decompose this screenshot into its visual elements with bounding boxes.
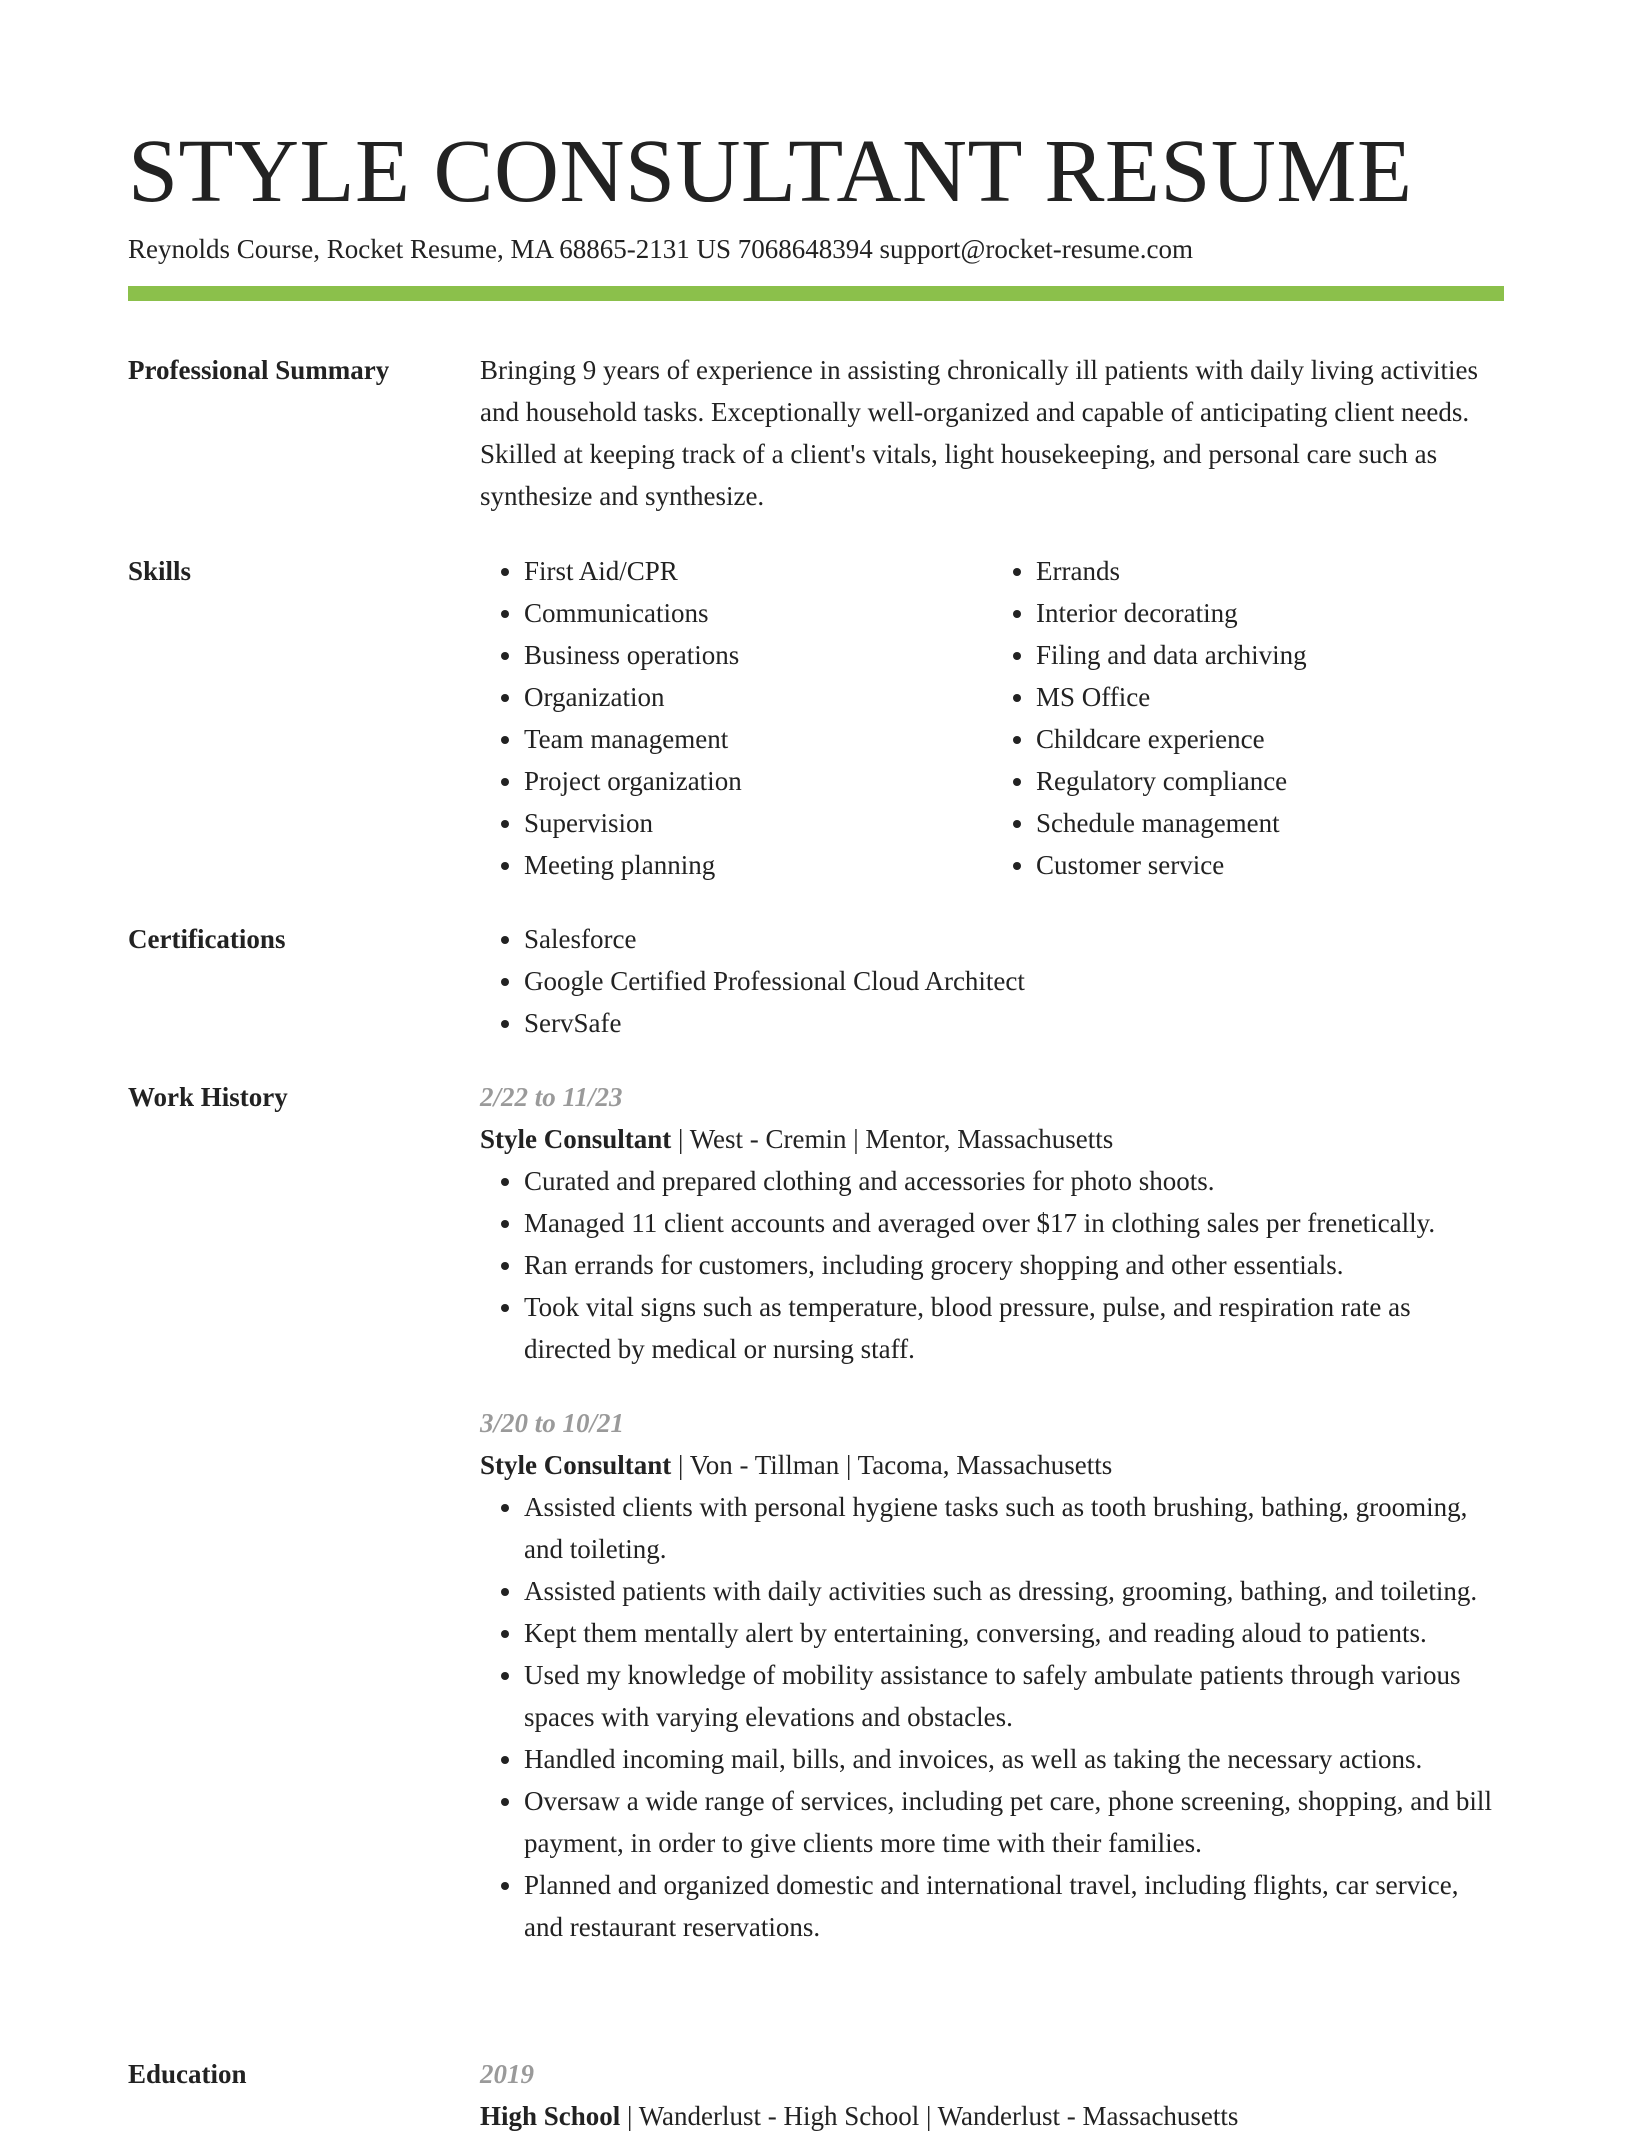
education-degree: High School xyxy=(480,2101,621,2131)
skill-item: • Schedule management xyxy=(1036,802,1504,844)
job-title: Style Consultant xyxy=(480,1450,672,1480)
job-bullet-list xyxy=(480,1486,1504,1948)
skill-item: • Filing and data archiving xyxy=(1036,634,1504,676)
job-entry xyxy=(480,1076,1504,1370)
education-heading: Education xyxy=(128,2059,247,2089)
certifications-heading: Certifications xyxy=(128,924,286,954)
accent-divider xyxy=(128,286,1504,301)
certification-item: • Salesforce xyxy=(524,918,1504,960)
job-bullet: • Planned and organized domestic and international travel, including flights, car service, and restaurant reservations. xyxy=(524,1864,1504,1948)
skills-list-right xyxy=(992,550,1504,886)
certification-item: • ServSafe xyxy=(524,1002,1504,1044)
skill-item: • Childcare experience xyxy=(1036,718,1504,760)
skill-item: • Meeting planning xyxy=(524,844,992,886)
job-bullet: • Kept them mentally alert by entertaining, conversing, and reading aloud to patients. xyxy=(524,1612,1504,1654)
job-bullet: • Oversaw a wide range of services, including pet care, phone screening, shopping, and bill payment, in order to give clients more time with their families. xyxy=(524,1780,1504,1864)
job-bullet: • Ran errands for customers, including grocery shopping and other essentials. xyxy=(524,1244,1504,1286)
job-dates: 3/20 to 10/21 xyxy=(480,1408,625,1438)
education-body xyxy=(480,2053,1504,2137)
summary-text: Bringing 9 years of experience in assisting chronically ill patients with daily living activities and household tasks. Exceptionally well-organized and capable of anticipating client needs. Skilled at keeping track of a client's vitals, light housekeeping, and personal care such as synthesize and synthesize. xyxy=(480,355,1479,511)
summary-heading: Professional Summary xyxy=(128,355,390,385)
skill-item: • Errands xyxy=(1036,550,1504,592)
education-details: | Wanderlust - High School | Wanderlust - Massachusetts xyxy=(620,2101,1239,2131)
job-title: Style Consultant xyxy=(480,1124,672,1154)
job-dates: 2/22 to 11/23 xyxy=(480,1082,623,1112)
job-details: | West - Cremin | Mentor, Massachusetts xyxy=(671,1124,1114,1154)
skill-item: • Organization xyxy=(524,676,992,718)
skill-item: • Business operations xyxy=(524,634,992,676)
job-bullet: • Took vital signs such as temperature, blood pressure, pulse, and respiration rate as directed by medical or nursing staff. xyxy=(524,1286,1504,1370)
skill-item: • Project organization xyxy=(524,760,992,802)
job-header xyxy=(480,1118,1504,1160)
skill-item: • First Aid/CPR xyxy=(524,550,992,592)
certifications-body xyxy=(480,918,1504,1044)
contact-line: Reynolds Course, Rocket Resume, MA 68865-2131 US 7068648394 support@rocket-resume.com xyxy=(128,234,1193,264)
education-dates: 2019 xyxy=(480,2059,534,2089)
work-history-body xyxy=(480,1076,1504,1948)
skills-body xyxy=(480,550,1504,886)
skills-columns xyxy=(480,550,1504,886)
summary-body xyxy=(480,349,1504,517)
skill-item: • Supervision xyxy=(524,802,992,844)
job-details: | Von - Tillman | Tacoma, Massachusetts xyxy=(671,1450,1113,1480)
job-spacer xyxy=(480,1370,1504,1402)
job-bullet: • Curated and prepared clothing and accessories for photo shoots. xyxy=(524,1160,1504,1202)
skill-item: • Customer service xyxy=(1036,844,1504,886)
skill-item: • Interior decorating xyxy=(1036,592,1504,634)
skill-item: • Team management xyxy=(524,718,992,760)
skill-item: • MS Office xyxy=(1036,676,1504,718)
resume-title: STYLE CONSULTANT RESUME xyxy=(128,122,1413,221)
skill-item: • Regulatory compliance xyxy=(1036,760,1504,802)
job-bullet: • Assisted patients with daily activities such as dressing, grooming, bathing, and toileting. xyxy=(524,1570,1504,1612)
job-bullet: • Assisted clients with personal hygiene tasks such as tooth brushing, bathing, grooming, and toileting. xyxy=(524,1486,1504,1570)
job-bullet: • Managed 11 client accounts and averaged over $17 in clothing sales per frenetically. xyxy=(524,1202,1504,1244)
skills-list-left xyxy=(480,550,992,886)
job-header xyxy=(480,1444,1504,1486)
job-bullet-list xyxy=(480,1160,1504,1370)
skills-heading: Skills xyxy=(128,556,192,586)
education-line xyxy=(480,2095,1504,2137)
job-bullet: • Handled incoming mail, bills, and invoices, as well as taking the necessary actions. xyxy=(524,1738,1504,1780)
certifications-list xyxy=(480,918,1504,1044)
certification-item: • Google Certified Professional Cloud Architect xyxy=(524,960,1504,1002)
skill-item: • Communications xyxy=(524,592,992,634)
job-entry xyxy=(480,1402,1504,1948)
job-bullet: • Used my knowledge of mobility assistance to safely ambulate patients through various spaces with varying elevations and obstacles. xyxy=(524,1654,1504,1738)
work-history-heading: Work History xyxy=(128,1082,288,1112)
